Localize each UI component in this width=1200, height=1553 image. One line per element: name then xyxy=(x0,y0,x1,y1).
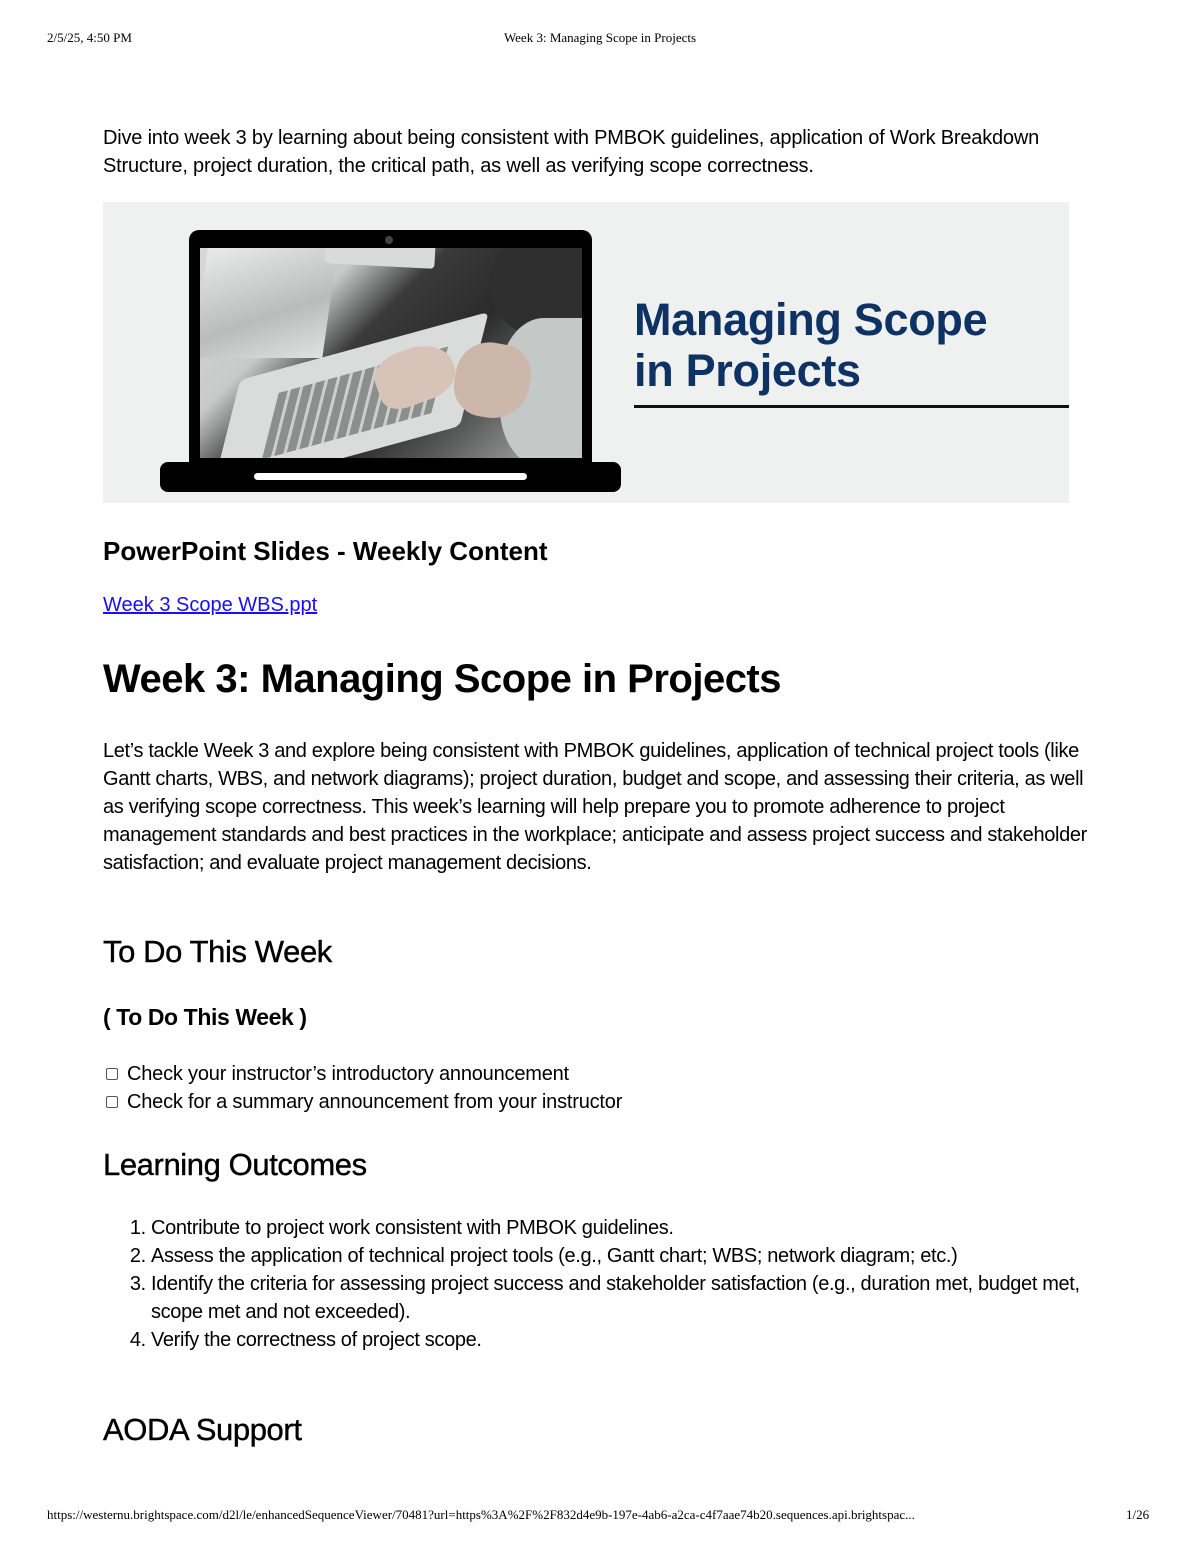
todo-list xyxy=(103,1060,622,1116)
slides-heading: PowerPoint Slides - Weekly Content xyxy=(103,536,548,566)
print-page-title: Week 3: Managing Scope in Projects xyxy=(503,30,697,45)
print-url: https://westernu.brightspace.com/d2l/le/enhancedSequenceViewer/70481?url=https%3A%2F%2F832d4e9b-197e-4ab6-a2ca-c4f7aae74b20.sequences.api.brightspac... xyxy=(47,1507,915,1522)
print-date: 2/5/25, 4:50 PM xyxy=(47,30,132,45)
intro-section xyxy=(103,124,1103,180)
laptop-camera-icon xyxy=(385,236,393,244)
slides-download-link[interactable]: Week 3 Scope WBS.ppt xyxy=(103,594,318,616)
outcome-item: 4. Verify the correctness of project scope. xyxy=(151,1326,1093,1354)
intro-paragraph: Dive into week 3 by learning about being consistent with PMBOK guidelines, application of Work Breakdown Structure, project duration, the critical path, as well as verifying scope correctness. xyxy=(103,127,1040,177)
banner-divider xyxy=(634,405,1069,408)
banner-photo xyxy=(200,248,582,458)
todo-item-label: Check for a summary announcement from your instructor xyxy=(127,1091,623,1113)
checkbox-icon[interactable] xyxy=(106,1096,118,1108)
banner-title xyxy=(634,294,1054,396)
aoda-heading: AODA Support xyxy=(103,1412,302,1447)
todo-item-label: Check your instructor’s introductory announcement xyxy=(127,1063,569,1085)
learning-outcomes-heading: Learning Outcomes xyxy=(103,1147,367,1182)
outcome-item: 1. Contribute to project work consistent with PMBOK guidelines. xyxy=(151,1214,1093,1242)
laptop-base-bar xyxy=(254,473,527,480)
checkbox-icon[interactable] xyxy=(106,1068,118,1080)
banner-title-line1: Managing Scope xyxy=(634,294,988,345)
banner-image xyxy=(103,202,1069,503)
outcome-item: 3. Identify the criteria for assessing project success and stakeholder satisfaction (e.g., duration met, budget met, scope met and not exceeded). xyxy=(151,1270,1093,1326)
outcome-item: 2. Assess the application of technical project tools (e.g., Gantt chart; WBS; network diagram; etc.) xyxy=(151,1242,1093,1270)
banner-title-line2: in Projects xyxy=(634,345,861,396)
laptop-icon xyxy=(189,230,592,467)
overview-paragraph: Let’s tackle Week 3 and explore being consistent with PMBOK guidelines, application of technical project tools (like Gantt charts, WBS, and network diagrams); project duration, budget and scope, and assessing their criteria, as well as verifying scope correctness. This week’s learning will help prepare you to promote adherence to project management standards and best practices in the workplace; anticipate and assess project success and stakeholder satisfaction; and evaluate project management decisions. xyxy=(103,740,1087,874)
page-number: 1/26 xyxy=(1126,1507,1150,1522)
todo-item xyxy=(103,1060,622,1088)
laptop-base xyxy=(160,462,621,492)
page-title: Week 3: Managing Scope in Projects xyxy=(103,657,781,701)
todo-item xyxy=(103,1088,622,1116)
print-footer xyxy=(0,1507,1200,1527)
print-header xyxy=(0,30,1200,50)
todo-heading: To Do This Week xyxy=(103,934,332,969)
todo-subheading: ( To Do This Week ) xyxy=(103,1004,307,1030)
learning-outcomes-list xyxy=(103,1214,1093,1354)
